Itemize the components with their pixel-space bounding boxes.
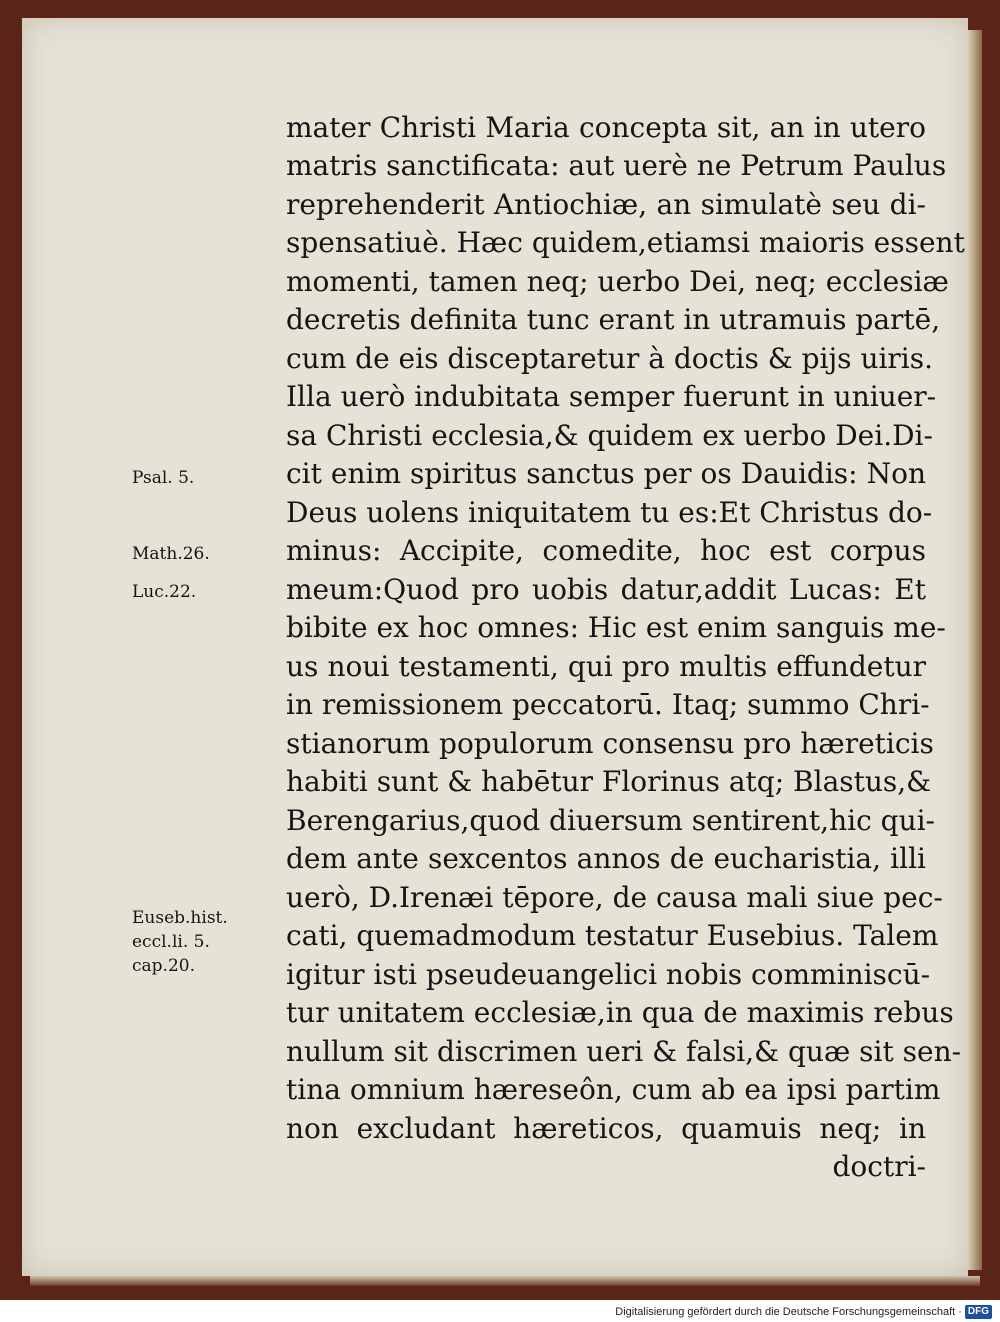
text-line: igitur isti pseudeuangelici nobis comminiscū- [286,958,931,991]
text-line: stianorum populorum consensu pro hæreticis [286,727,934,760]
text-line: cit enim spiritus sanctus per os Dauidis: Non [286,457,926,490]
text-line: mater Christi Maria concepta sit, an in utero [286,111,926,144]
dfg-logo-icon: DFG [965,1305,992,1319]
text-line: reprehenderit Antiochiæ, an simulatè seu di- [286,188,926,221]
text-line: non excludant hæreticos, quamuis neq; in [286,1112,926,1145]
funding-footer [615,1304,992,1320]
page-edge-bottom [30,1276,980,1286]
footer-text: Digitalisierung gefördert durch die Deutsche Forschungsgemeinschaft [615,1306,956,1318]
text-line: Deus uolens iniquitatem tu es:Et Christus do- [286,496,933,529]
text-line: uerò, D.Irenæi tēpore, de causa mali siue pec- [286,881,943,914]
text-line: bibite ex hoc omnes: Hic est enim sanguis me- [286,611,946,644]
margin-note: Luc.22. [132,582,197,602]
text-line: Berengarius,quod diuersum sentirent,hic qui- [286,804,936,837]
text-line: meum:Quod pro uobis datur,addit Lucas: Et [286,573,926,606]
text-line: sa Christi ecclesia,& quidem ex uerbo Dei.Di- [286,419,933,452]
text-line: in remissionem peccatorū. Itaq; summo Chri- [286,688,930,721]
text-line: decretis definita tunc erant in utramuis partē, [286,303,941,336]
text-line: spensatiuè. Hæc quidem,etiamsi maioris essent [286,226,965,259]
catchword: doctri- [832,1150,926,1183]
margin-note: eccl.li. 5. [132,932,210,952]
text-line: tina omnium hæreseôn, cum ab ea ipsi partim [286,1073,941,1106]
text-line: nullum sit discrimen ueri & falsi,& quæ sit sen- [286,1035,962,1068]
page-edge-right [968,30,982,1270]
text-line: dem ante sexcentos annos de eucharistia, illi [286,842,926,875]
text-line: cum de eis disceptaretur à doctis & pijs uiris. [286,342,934,375]
margin-note: cap.20. [132,956,195,976]
text-line: cati, quemadmodum testatur Eusebius. Talem [286,919,939,952]
margin-note: Math.26. [132,544,210,564]
margin-note: Euseb.hist. [132,908,228,928]
text-line: matris sanctificata: aut uerè ne Petrum Paulus [286,149,947,182]
text-line: Illa uerò indubitata semper fuerunt in uniuer- [286,380,937,413]
book-page [22,18,968,1276]
text-line: habiti sunt & habētur Florinus atq; Blastus,& [286,765,932,798]
text-line: tur unitatem ecclesiæ,in qua de maximis rebus [286,996,954,1029]
margin-note: Psal. 5. [132,468,195,488]
text-line: momenti, tamen neq; uerbo Dei, neq; ecclesiæ [286,265,949,298]
text-line: us noui testamenti, qui pro multis effundetur [286,650,926,683]
footer-separator: · [958,1306,962,1318]
text-line: minus: Accipite, comedite, hoc est corpus [286,534,926,567]
